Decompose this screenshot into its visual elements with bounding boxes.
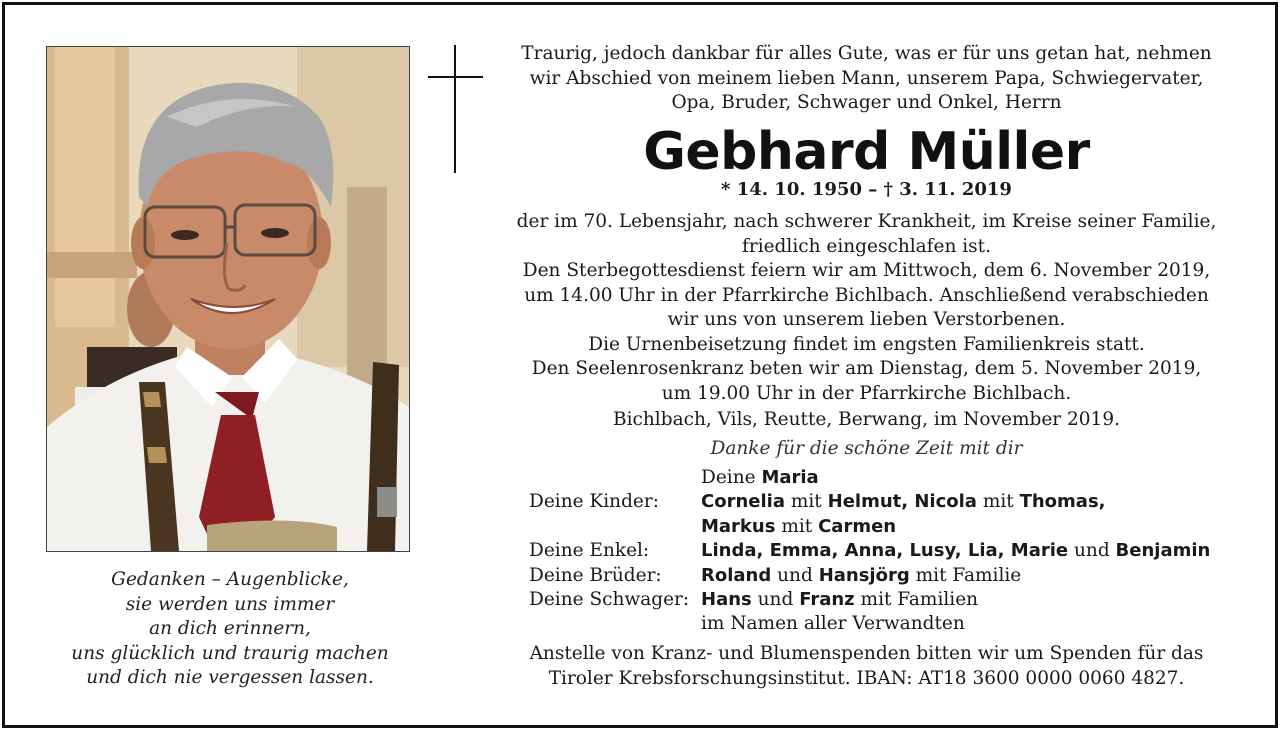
family-row-names xyxy=(701,612,965,636)
donation-note xyxy=(500,642,1233,691)
body-line: friedlich eingeschlafen ist. xyxy=(742,235,991,257)
family-row-label: Deine Enkel: xyxy=(529,540,650,562)
family-name: Hansjörg xyxy=(818,564,910,586)
family-name: Cornelia xyxy=(701,491,785,513)
announcement-text xyxy=(500,210,1233,406)
body-line: um 14.00 Uhr in der Pfarrkirche Bichlbach. Anschließend verabschieden xyxy=(524,284,1209,306)
family-name: Hans xyxy=(701,589,752,611)
family-row xyxy=(529,612,1210,636)
family-connector: und xyxy=(771,564,819,586)
closing-line: Anstelle von Kranz- und Blumenspenden bitten wir um Spenden für das xyxy=(529,643,1204,664)
family-row xyxy=(529,588,1210,612)
family-connector: und xyxy=(1068,540,1116,562)
body-line: Den Seelenrosenkranz beten wir am Dienstag, dem 5. November 2019, xyxy=(531,358,1202,379)
cross-icon xyxy=(454,45,456,173)
family-row-label: Deine Schwager: xyxy=(529,589,690,611)
intro-line: wir Abschied von meinem lieben Mann, unserem Papa, Schwiegervater, xyxy=(529,67,1204,89)
family-row xyxy=(529,539,1210,563)
closing-line: Tiroler Krebsforschungsinstitut. IBAN: AT18 3600 0000 0060 4827. xyxy=(548,667,1185,689)
family-row-names xyxy=(701,515,896,539)
body-line: der im 70. Lebensjahr, nach schwerer Krankheit, im Kreise seiner Familie, xyxy=(516,211,1217,232)
cross-icon-bar xyxy=(428,76,483,78)
body-line: wir uns von unserem lieben Verstorbenen. xyxy=(667,309,1066,330)
thanks-line: Danke für die schöne Zeit mit dir xyxy=(710,438,1023,459)
family-list xyxy=(529,466,1210,637)
life-dates: * 14. 10. 1950 – † 3. 11. 2019 xyxy=(721,179,1012,200)
family-name: Thomas, xyxy=(1019,491,1106,513)
family-connector: im Namen aller Verwandten xyxy=(701,613,965,635)
family-name: Roland xyxy=(701,564,772,586)
family-row xyxy=(529,490,1210,514)
poem-line: uns glücklich und traurig machen xyxy=(71,642,389,664)
family-row-names xyxy=(701,564,1021,588)
family-row-label xyxy=(529,612,701,636)
family-row xyxy=(529,564,1210,588)
family-name: Linda, Emma, Anna, Lusy, Lia, Marie xyxy=(701,540,1069,562)
poem-line: an dich erinnern, xyxy=(149,618,311,639)
family-row-label: Deine Kinder: xyxy=(529,491,659,513)
family-row-names xyxy=(701,490,1106,514)
family-row-names xyxy=(701,539,1210,563)
family-name: Helmut, Nicola xyxy=(827,491,977,513)
family-connector: mit xyxy=(976,491,1020,513)
family-row-names xyxy=(701,466,819,490)
poem-line: Gedanken – Augenblicke, xyxy=(111,569,349,590)
memorial-poem xyxy=(30,568,430,691)
intro-line: Opa, Bruder, Schwager und Onkel, Herrn xyxy=(671,92,1062,113)
family-row xyxy=(529,466,1210,490)
family-name: Benjamin xyxy=(1115,540,1211,562)
family-name: Carmen xyxy=(818,515,897,537)
family-row-label xyxy=(529,466,701,490)
deceased-name: Gebhard Müller xyxy=(643,122,1090,182)
poem-line: sie werden uns immer xyxy=(125,593,335,615)
family-connector: und xyxy=(751,589,800,611)
portrait-photo xyxy=(46,46,410,552)
body-line: um 19.00 Uhr in der Pfarrkirche Bichlbach. xyxy=(661,382,1072,404)
family-row-label xyxy=(529,515,701,539)
family-connector: mit xyxy=(775,515,819,537)
body-line: Die Urnenbeisetzung findet im engsten Familienkreis statt. xyxy=(588,333,1145,355)
family-connector: Deine xyxy=(701,467,762,488)
family-connector: mit xyxy=(784,491,828,513)
family-row-label: Deine Brüder: xyxy=(529,564,662,586)
family-row-names xyxy=(701,588,978,612)
place-date: Bichlbach, Vils, Reutte, Berwang, im November 2019. xyxy=(613,409,1120,430)
family-row xyxy=(529,515,1210,539)
body-line: Den Sterbegottesdienst feiern wir am Mittwoch, dem 6. November 2019, xyxy=(522,260,1211,281)
intro-line: Traurig, jedoch dankbar für alles Gute, was er für uns getan hat, nehmen xyxy=(521,43,1212,64)
family-name: Franz xyxy=(799,589,855,611)
family-connector: mit Familien xyxy=(854,589,979,611)
poem-line: und dich nie vergessen lassen. xyxy=(86,667,374,688)
family-connector: mit Familie xyxy=(909,564,1022,586)
family-name: Maria xyxy=(761,467,819,488)
intro-text xyxy=(500,42,1233,116)
family-name: Markus xyxy=(701,515,776,537)
